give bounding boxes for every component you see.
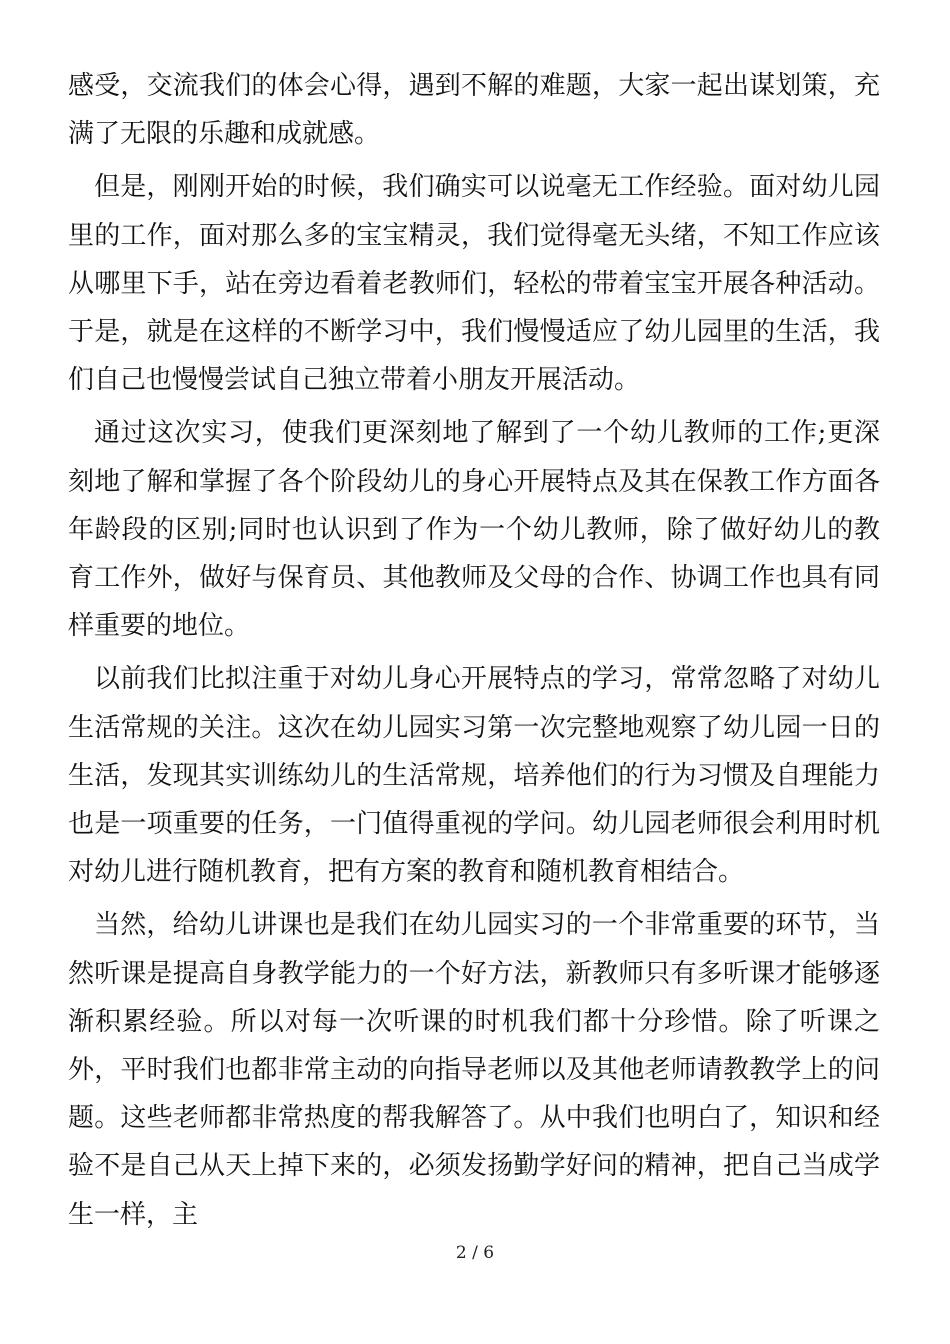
page-number: 2 / 6 — [455, 1243, 495, 1263]
document-body — [68, 62, 880, 1244]
paragraph: 通过这次实习，使我们更深刻地了解到了一个幼儿教师的工作;更深刻地了解和掌握了各个阶段幼儿的身心开展特点及其在保教工作方面各年龄段的区别;同时也认识到了作为一个幼儿教师，除了做好幼儿的教育工作外，做好与保育员、其他教师及父母的合作、协调工作也具有同样重要的地位。 — [68, 418, 880, 642]
paragraph: 但是，刚刚开始的时候，我们确实可以说毫无工作经验。面对幼儿园里的工作，面对那么多的宝宝精灵，我们觉得毫无头绪，不知工作应该从哪里下手，站在旁边看着老教师们，轻松的带着宝宝开展各种活动。于是，就是在这样的不断学习中，我们慢慢适应了幼儿园里的生活，我们自己也慢慢尝试自己独立带着小朋友开展活动。 — [68, 172, 880, 396]
paragraph-continuation: 感受，交流我们的体会心得，遇到不解的难题，大家一起出谋划策，充满了无限的乐趣和成就感。 — [68, 71, 880, 150]
paragraph: 以前我们比拟注重于对幼儿身心开展特点的学习，常常忽略了对幼儿生活常规的关注。这次在幼儿园实习第一次完整地观察了幼儿园一日的生活，发现其实训练幼儿的生活常规，培养他们的行为习惯及自理能力也是一项重要的任务，一门值得重视的学问。幼儿园老师很会利用时机对幼儿进行随机教育，把有方案的教育和随机教育相结合。 — [68, 664, 880, 888]
paragraph: 当然，给幼儿讲课也是我们在幼儿园实习的一个非常重要的环节，当然听课是提高自身教学能力的一个好方法，新教师只有多听课才能够逐渐积累经验。所以对每一次听课的时机我们都十分珍惜。除了听课之外，平时我们也都非常主动的向指导老师以及其他老师请教教学上的问题。这些老师都非常热度的帮我解答了。从中我们也明白了，知识和经验不是自己从天上掉下来的，必须发扬勤学好问的精神，把自己当成学生一样，主 — [68, 910, 880, 1230]
